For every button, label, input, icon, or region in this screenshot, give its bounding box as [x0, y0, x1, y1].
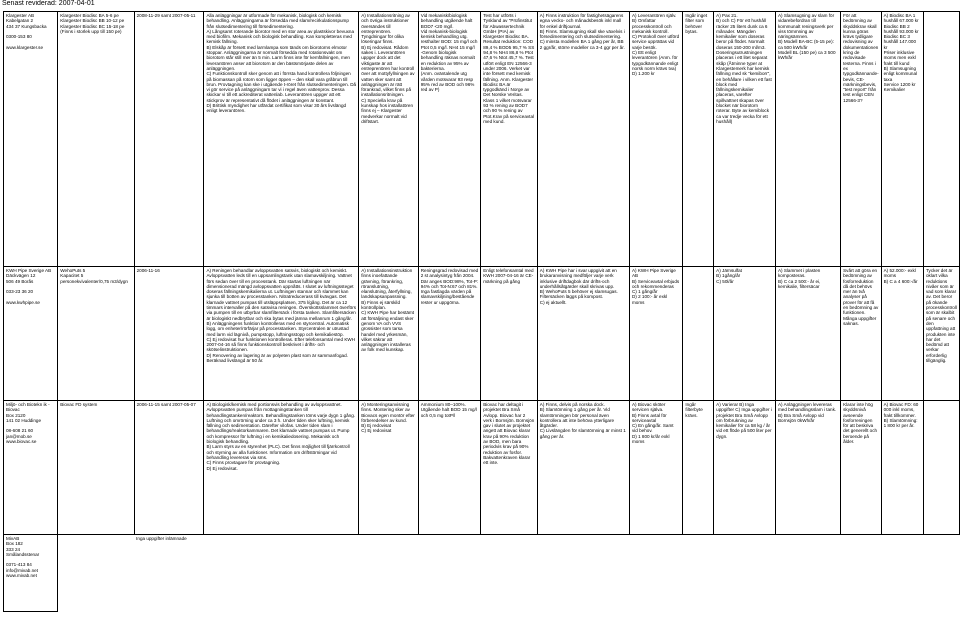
description-cell: Alla anläggningar är utformade för mekanisk, biologisk och kemisk behandling. Anläggningarna är försedda med slam/recirkulationspump från slutsedimentering till försedimentering. A) Långsamt roterande biorotor med en stor area av plastskivor bevuxna med biofilm. Mekanisk och biologisk behandling. Kan kompletteras med kemisk fällning. B) Elskåp är försett med larmlampa som tänds om biorotorns elmotor stoppar. Anläggningarna är normalt försedda med rotationsvakt om biorotorn står still mer än 5 min. Larm finns inte för kemfällningen, men leverantören anser att biorotorn är den bästsmörjaste delen av anläggningen. C) Funktionskontroll sker genom att i förrsta hand kontrollera följningen på biomassan på rotorn som ligger öppen – den skall vara gråbrun till brun. Provtagning kan ske i utgående t-röret från slutsedimenteringen. Då vi gör service på anläggningarn tar vi i regel även vattenprov. Dessa skickar vi till ett ackrediterat vattenlab. Leverantören uppger att ett stickprov är representativt då flödet i anläggningen är konstant. D) Brittisk myndighet har utfärdat certifikat som visar 30 års livslängd enligt leverantören. [204, 12, 359, 267]
performance-cell: Reningsgrad redovisad med 2 st analysintyg från 2004. Där anges BOD:98%, Tot-P: 94% och Tot-N:67 och 81%. Inga fastlagda värden på slamavskiljning/bestående rester ur uppgörna. [418, 267, 481, 401]
testing-cell: Enligt telefonsamtal med KWH 2007-04-16 är CE-märkning på gång [481, 267, 538, 401]
product-cell [58, 535, 134, 612]
price-cell: A) Slamsugning av slam för vidarebefordran till kommunalt reningsverk per viss tömmning av näringsämnen. B) Modell BA-BC (5-15 pe): ca 500 kWh/år Modell BL (150 pe) ca 3 500 kWh/år [775, 12, 840, 267]
installation-cell [359, 535, 419, 612]
date-cell: 2008-11-29 samt 2007-05-11 [134, 12, 204, 267]
control-cell [629, 535, 682, 612]
product-comparison-table [3, 11, 960, 612]
spareparts-cell: Ingår inget filter som behöver bytas. [683, 12, 714, 267]
table-row [4, 267, 960, 401]
installation-cell: A) Monteringsanvisning finns. Montering sker av Biovacs egen montör efter förberedelser av kund. B) Ej redovisat C) Ej redovisat [359, 401, 419, 535]
spareparts-cell [683, 535, 714, 612]
description-cell [204, 535, 359, 612]
price-cell [775, 535, 840, 612]
sludge-cell: A) Varierar B) Inga uppgifter C) Inga uppgifter i projektet Bra Små Avlopp om förbrukning av kemikalier för ca 58 kg / år vid ett flöde på 500 liter per dygn. [714, 401, 776, 535]
company-cell: KWH Pipe Sverige AB Däckvägen 12 506 49 Borås 033-23 36 20 www.kwhpipe.se [4, 267, 58, 401]
notes-cell: Klarar inte hög skyddsnivå avseende fosforreningen för att beskriva det generellt och beroende på ålder. [841, 401, 882, 535]
description-cell: A) Biologisk/kemisk med portionsvis behandling av avloppsvattnet. Avloppsvatten pumpas från mottagningstanken till behandlingstanken/reaktorn. Behandlingstanken töms varje dygn 1 gång. Luftning och omrörning under ca 3 h. Under tiden sker luftning, kemisk fällning och sedimentation. Därefter vilofas. Under tiden slam i behandlings/reaktorkammaren. Det klarnade vattnet pumpas ut. Pump och kompressor för luftning i en kemikaliedosering. Mekanisk och biologisk behandling. B) Larm styrs av en styrenhet (PLC). Det finns möjlighet till fjärrkontroll och styrning av alla funktioner. Information om driftstörningar vid behandling levereras via sms. C) Finns provtagare för provtagning. D) Ej redovisat. [204, 401, 359, 535]
performance-cell: Ammonium 80–100%. Utgående halt BOD 15 mg/l och 0,5 mg totP/l [418, 401, 481, 535]
cost-cell: A) Biodisc BA 1 hushåll 67.000 kr Biodisc BB 2 hushåll 93.000 kr Biodisc BC 3 hushåll 147.000 kr Priser inklusive moms men exkl frakt till kund B) Slamsugning enligt kommunal taxa Service 1200 kr Kemikalier [881, 12, 923, 267]
instructions-cell [537, 535, 629, 612]
extra-cell [924, 401, 960, 535]
notes-cell [841, 535, 882, 612]
price-cell: A) Anläggningen levereras med behandlingsslam i tank. B) Bra Små Avlopp vid Bornsjön 0kWh/år [775, 401, 840, 535]
spareparts-cell [683, 267, 714, 401]
company-cell: Miljö- och Biotekn ik -Biovac Box 2120 141 02 Huddinge 08-608 21 60 jan@mob.se www.biovac.se [4, 401, 58, 535]
testing-cell: Test har utförts i Tyskland av "Prüfinstitut für Abwassertechnik GmbH (PIA) av Klargester Biodisc BA. Resultat reduktion: COD 89,4 % BOD5 95,7 % SS 94,8 % NH4 86,8 % Ptot 47,6 % Ntot 45,7 %. Test utfört enligt EN 12566-3 under 2006. Verket var inte försett med kemisk fällning. Anm. Klargester Biodisc BA är typgodkänd i Norge av Det Norske Veritas. Klass 1 vilket motsvarar 93 % rening av BOD7 och 90 % rening av Ptot.Krav på serviceavtal med kund. [481, 12, 538, 267]
cost-cell [881, 535, 923, 612]
control-cell: A) Biovac sköter servicen själva. B) Finns avtal för serviceavtal C) En gång/år. Samt vid behov. D) 1 800 kr/år exkl moms [629, 401, 682, 535]
instructions-cell: A) KWH Pipe har i svar uppgivit att en brukaranvisning medföljer varje verk inklusive driftdagbok där drifts-och underhållsåtgärder skall skrivas upp. B) WehoPuts 5 behöver ej slamsugas. Filtersäcken läggs på kompost. C) ej aktuellt. [537, 267, 629, 401]
testing-cell [481, 535, 538, 612]
page-header: Senast reviderad: 2007-04-01 [2, 0, 95, 7]
date-cell: Inga uppgifter inlämnade [136, 536, 187, 541]
product-cell: Biovac FD system [58, 401, 134, 535]
cost-cell: A) 52.000:- exkl moms B) C a 4 600:-/år [881, 267, 923, 401]
installation-cell: A) Installationsritning av och övriga instruktioner översändes till entreprenören. Tyngdningar för olika löseringar finns. B) Ej redovisat. Rådom sakes i. Leverantören uppger dock att det viktigaste är att entreprenören har kontroll över att mottyfyllningen av vatten sker samt att anläggningen är rätt förankrad, vilket finns på installationsritningen. C) Speciella krav på kunskap hos installatören finns ej – Klargester medverkar normalt vid driftstart. [359, 12, 419, 267]
control-cell: A) Leverantören själv. B) Omfattar processkontroll och mekanisk kontroll. C) Protokoll över utförd service upprättas vid varje besök. C) Ett enligt leverantören (Anm. för typgodkännande enligt norsk norm krävs tva) D) 1.200 kr [629, 12, 682, 267]
instructions-cell: A) Finns instruktion för fastighetsägarens egna vecko- och månadsbesök inkl mall för enkel driftjournal. B) Finns. Slamsugning skall ske växelvis i försedimentering och slutsedimentering. C) minsta modellen BA 1 gång per år, BB 2 ggr/år, större modeller ca 3-4 ggr per år. [537, 12, 629, 267]
extra-cell [924, 535, 960, 612]
cost-cell: A) Biovac FD: 60 000 inkl moms, frakt tillkommer. B) Slamtömning: 1 800 kr per år. [881, 401, 923, 535]
extra-cell: Tycker det är oklart vilka reduktions nivåer som är vad som klarar av. Det beror på ökande processkontroll som är skalbit på senare och den uppfattning att produkten inte har det bedömd att verkar erforderlig tillgänglig. [924, 267, 960, 401]
date-cell: 2006-11-15 samt 2007-05-07 [134, 401, 204, 535]
spareparts-cell: Ingår filterbyte krävs. [683, 401, 714, 535]
description-cell: A) Reningen behandlar avloppsvatten satsvis, biologiskt och kemiskt. Avloppsvatten leds till en uppsamlingstank utan slamavskiljning. Vattnet förs sedan över till en processtank. Där startas luftningen när dimensionerad mängd avloppsvatten uppnåtts. I slutet av luftningssteget doseras fällningskemikalierna ut. Luftningen stannar och slammet kan sjunka till botten av processtanken. Nitratreducerass till kvävgas. Det klarnade vattnet pumpas till utsläppsplatsen, 375 l/gång. Det är ca 12 timmars intervaller på den satsvisa reningen. Överskottsslammet överförs via pumpen till en utbyrbar slamfiltersäck i första tanken. Slamfiltersäcken är biologiskt nedbrytbar och ska bytas med jämna mellanrum 1 gång/år. B) Anläggningens funktion kontrolleras med en styrcentral. Automatisk logg, om enheter/rörfärjar på processtanken. Styrcentralen är utrustad med larm vid lägnivå, pumpstopp, luftningsstopp och kemikaliestöp. C) Ej redovisat hur funktionen kontrolleras. Efter telefonsamtal med KWH 2007-04-16 så finns funktionskontroll beskrivet i drifts- och skötselinstruktionen. D) Renovering av lagering är av polyeten plast som är sammanfogad. Beräknad livslängd är 50 år. [204, 267, 359, 401]
company-cell: MivAB Box 182 333 24 Smålandsstenar 0371-413 84 info@mivab.net www.mivab.net [4, 535, 58, 612]
company-cell: Klargester AB Kabelgatan 2 434 37 Kungsbacka 0300-153 80 www.klargester.se [4, 12, 58, 267]
product-cell: WehoPuts 5 Kapacitet 5 personekvivalenter/0,75 m3/dygn [58, 267, 134, 401]
sludge-cell: A) Pax 21. B) och C) För ett hushåll räcker 25 liters dunk ca 6 månader. Mängden kemikalier som doseras beror på flödet. Normalt doseras 150-200 ml/m3. Doseringsutrustningen placeras i ett litet separat skåp (Åtminne typer at Klargestemerk har kemisk fällning med sk "kemiborr", en behållare i vilken ett fast block med fällningskemikalier placeras, varefter spillvattnet skapas över blocket när biorotorn roterar. Byte av kemiblock ca var tredje vecka för ett hushåll) [714, 12, 776, 267]
control-cell: A) KWH Pipe Sverige AB B) Serviceavtal erbjuds och rekommenderas C) 1 gång/år D) 2 100:- år exkl moms [629, 267, 682, 401]
table-row [4, 12, 960, 267]
sludge-cell: A) Järnsulfat B) 1gång/år C) 50l/år [714, 267, 776, 401]
notes-cell: Svårt att göra en bedömning av fosforreduktion då det behövs mer än två analyser på prover för att få en bedömning av funktionen. Många uppgifter saknas. [841, 267, 882, 401]
installation-cell: A) Installationsinstruktion finns inoefattande grävning, förankring, röranslutning, elanslutning, återfyllning, landskapsanpassning. B) Finns ej särskild kontrollplan. C) KWH Pipe har bestämt att försäljning endast sker genom VA och VVS grossister som tarsa handel med yrkesmän, vilket säkrar att anläggningen installeras av folk med kunskap. [359, 267, 419, 401]
instructions-cell: A) Finns, delvis på norska dock. B) Slamtömning 1 gång per år. Vid slamtömningen bör personal även kontrollera att inte behöva ytterligare åtgärder. C) Livslängden för slamtömning är minst 1 gång per år. [537, 401, 629, 535]
testing-cell: Biovac har deltagit i projektet Bra Små Avlopp. Biovac har 2 verk i Bornsjön. Bornsjön gav i slutet av projektet angett att Biovac klarar krav på 90% reduktion av BOD, men bara periodvis krav på 90% reduktion av fosfor. Bakvattenkraven klarar ett inte. [481, 401, 538, 535]
product-cell: Klargester Biodisc BA 5-6 pe Klargester Biodisc BB 10-12 pe Klargester Biodisc BC 15-18 pe (Finns i storlek upp till 150 pe) [58, 12, 134, 267]
extra-cell [924, 12, 960, 267]
date-cell: 2006-11-16 [134, 267, 204, 401]
price-cell: A) Slammet i plasten komposteras. B) C ca 2 500:- år ei, kemikalie, filtersäcar [775, 267, 840, 401]
notes-cell: För att bedömning av skyddskrav skall kunna göras krävs tydligare redovisning av dokumentationen kring de redovisade testerna. Finns i ex typgodkännande-bevis, CE-märkningsbevis, "test report" från test enligt CEN 12566-3? [841, 12, 882, 267]
table-row [4, 401, 960, 535]
sludge-cell [714, 535, 776, 612]
table-row [4, 535, 960, 612]
performance-cell [418, 535, 481, 612]
performance-cell: Vid mekanisk/biologisk behandling utgående halt BOD7 <20 mg/l. Vid mekanisk-biologisk kemisk behandling utg. resthalter BOD: 15 mg/l och Ptot 0,5 mg/l. NH4 15 mg/l -Genom biologisk behandling räknas normalt en reduktion av 95% av bakterierna. (Anm. oväntalende utg vården motsvarar 93 resp 95% red av BOD och 96% red av P) [418, 12, 481, 267]
